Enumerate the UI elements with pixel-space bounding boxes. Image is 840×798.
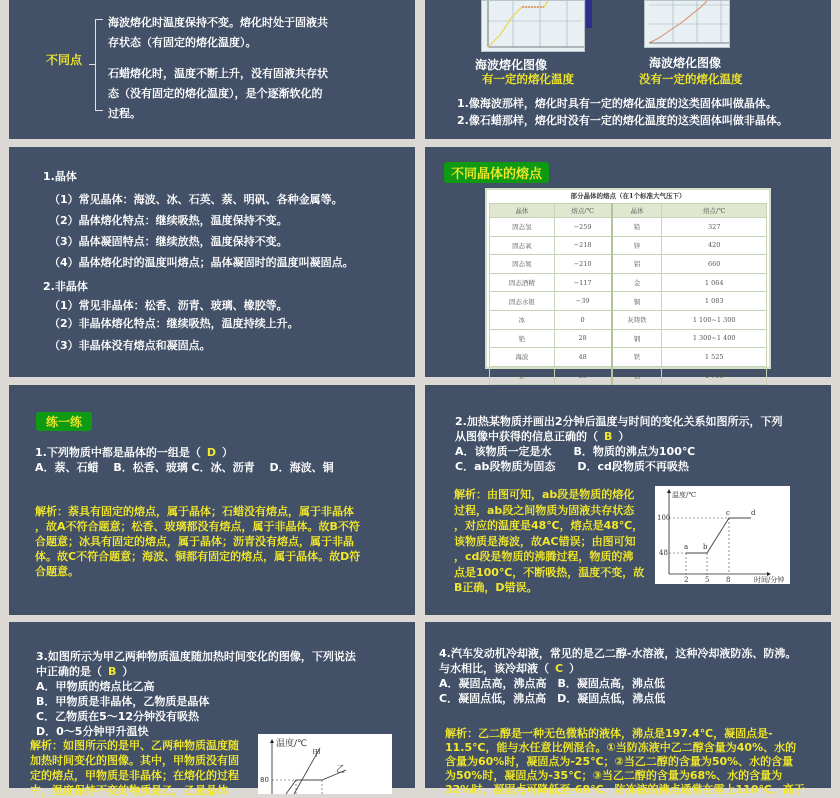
question-3-option: D．0～5分钟甲升温快 (36, 725, 149, 738)
analysis-line: ，故A不符合题意；松香、玻璃都没有熔点，属于非晶体。故B不符 (35, 520, 360, 533)
crystal-graph-caption: 海波熔化图像 (475, 58, 548, 72)
temperature-time-chart (655, 486, 790, 584)
x-axis-label: 时间/分钟 (754, 576, 785, 584)
y-axis-label: 温度/℃ (276, 739, 308, 749)
table-cell: 28 (554, 329, 611, 348)
question-text: 4.汽车发动机冷却液，常见的是乙二醇-水溶液，这种冷却液防冻、防沸。 (439, 647, 797, 660)
table-cell: 铯 (490, 329, 555, 348)
table-cell: 铅 (612, 218, 662, 237)
table-row (490, 255, 767, 274)
y-tick-80: 80 (260, 776, 269, 784)
question-text: 中正确的是（ (36, 665, 102, 678)
table-cell: 铁 (612, 348, 662, 367)
question-3-option: A．甲物质的熔点比乙高 (36, 680, 155, 693)
question-1 (35, 445, 334, 475)
table-cell: 1 525 (662, 348, 767, 367)
amorphous-graph-note: 没有一定的熔化温度 (639, 72, 743, 86)
amorphous-item: （3）非晶体没有熔点和凝固点。 (49, 339, 211, 352)
table-cell: 铝 (612, 255, 662, 274)
analysis-line: 11.5℃，能与水任意比例混合。①当防冻液中乙二醇含量为40%、水的 (445, 741, 797, 754)
table-cell: 钢 (612, 329, 662, 348)
table-cell: 铂 (612, 366, 662, 385)
analysis-line: 解析：萘具有固定的熔点，属于晶体；石蜡没有熔点，属于非晶体 (35, 505, 354, 518)
question-2 (455, 414, 782, 474)
column-header: 晶体 (490, 204, 555, 218)
table-cell: 1 083 (662, 292, 767, 311)
table-cell: 1 769 (662, 366, 767, 385)
question-1-options: A．萘、石蜡 B．松香、玻璃 C．冰、沥青 D．海波、铜 (35, 461, 334, 474)
table-cell: 固态水银 (490, 292, 555, 311)
amorphous-graph-svg (645, 1, 731, 49)
question-text: 3.如图所示为甲乙两种物质温度随加热时间变化的图像，下列说法 (36, 650, 356, 663)
table-cell: −218 (554, 236, 611, 255)
bracket-tick (89, 64, 96, 65)
analysis-1 (35, 504, 360, 579)
table-cell: 冰 (490, 310, 555, 329)
bracket (95, 19, 103, 111)
analysis-line: 过程，ab段之间物质为固液共存状态 (454, 503, 635, 517)
analysis-line: 定的熔点，甲物质是非晶体；在熔化的过程 (30, 769, 239, 782)
table-row (490, 329, 767, 348)
slide-exercise-3 (9, 622, 415, 797)
analysis-3 (30, 738, 239, 798)
question-4 (439, 646, 796, 706)
series-yi-label: 乙 (336, 765, 346, 775)
difference-line: 存状态（有固定的熔化温度）。 (108, 36, 257, 49)
table-row (490, 273, 767, 292)
amorphous-item: （1）常见非晶体：松香、沥青、玻璃、橡胶等。 (49, 299, 288, 312)
analysis-4 (445, 727, 805, 797)
table-row (490, 236, 767, 255)
analysis-line: 合题意。 (35, 565, 79, 578)
table-cell: 萘 (490, 366, 555, 385)
table-cell: 660 (662, 255, 767, 274)
slide-differences (9, 0, 415, 139)
difference-line: 石蜡熔化时，温度不断上升，没有固液共存状 (108, 67, 328, 80)
differences-label: 不同点 (46, 53, 83, 67)
slide-melting-points (425, 147, 831, 381)
table-cell: 固态氢 (490, 218, 555, 237)
question-2-options: C．ab段物质为固态 D．cd段物质不再吸热 (455, 460, 689, 473)
analysis-line: B正确，D错误。 (454, 581, 538, 594)
table-cell: 1 300~1 400 (662, 329, 767, 348)
x-tick-5: 5 (705, 576, 710, 584)
point-a: a (684, 543, 689, 551)
point-c: c (726, 509, 730, 517)
question-text: 1.下列物质中都是晶体的一组是（ (35, 446, 201, 459)
amorphous-items (49, 297, 299, 355)
amorphous-melting-graph (644, 0, 730, 48)
analysis-line: 中，温度保持不变的物质是乙，乙是晶体 (30, 784, 228, 797)
answer-letter: D (206, 446, 216, 459)
question-text: 从图像中获得的信息正确的（ (455, 430, 598, 443)
amorphous-graph-caption: 海波熔化图像 (649, 56, 722, 70)
temp-time-svg (655, 486, 790, 584)
table-cell: −117 (554, 273, 611, 292)
analysis-line: 32%时，凝固点可降低至-68℃，防冻液的沸点通常在零上110℃，高于 (445, 783, 805, 796)
series-jia-label: 甲 (312, 749, 322, 759)
question-paren: ） (122, 665, 134, 678)
analysis-2 (454, 487, 644, 596)
difference-line: 海波熔化时温度保持不变。熔化时处于固液共 (108, 16, 328, 29)
analysis-line: 点是100℃，不断吸热，温度不变，故 (454, 565, 645, 579)
answer-letter: B (108, 665, 117, 678)
table-row (490, 218, 767, 237)
question-4-options: C．凝固点低，沸点高 D．凝固点低，沸点低 (439, 692, 666, 705)
crystal-definition: 1.像海波那样，熔化时具有一定的熔化温度的这类固体叫做晶体。 (457, 97, 777, 110)
question-paren: ） (221, 446, 233, 459)
slide-exercise-1 (9, 385, 415, 615)
crystal-item: （2）晶体熔化特点：继续吸热，温度保持不变。 (49, 214, 288, 227)
crystal-graph-svg (482, 1, 586, 53)
amorphous-item: （2）非晶体熔化特点：继续吸热，温度持续上升。 (49, 317, 299, 330)
table-cell: 1 064 (662, 273, 767, 292)
analysis-line: 合题意；冰具有固定的熔点，属于晶体；沥青没有熔点，属于非晶 (35, 535, 354, 548)
table-row (490, 366, 767, 385)
column-header: 熔点/℃ (662, 204, 767, 218)
jia-yi-svg (258, 734, 392, 794)
question-4-line2 (439, 661, 796, 676)
melting-point-grid (489, 203, 767, 404)
table-cell: 灰铸铁 (612, 310, 662, 329)
table-cell: 铜 (612, 292, 662, 311)
jia-yi-chart (258, 734, 392, 794)
table-cell: 固态氧 (490, 236, 555, 255)
crystal-melting-graph (481, 0, 585, 52)
question-2-options: A．该物质一定是水 B．物质的沸点为100℃ (455, 445, 696, 458)
table-cell: 1 100~1 300 (662, 310, 767, 329)
crystal-item: （3）晶体凝固特点：继续放热，温度保持不变。 (49, 235, 288, 248)
table-row (490, 310, 767, 329)
melting-point-table (485, 188, 771, 381)
point-b: b (703, 543, 708, 551)
analysis-line: 加热时间变化的图像。其中，甲物质没有固 (30, 754, 239, 767)
difference-line: 过程。 (108, 107, 141, 120)
question-3-option: B．甲物质是非晶体，乙物质是晶体 (36, 695, 210, 708)
amorphous-heading: 2.非晶体 (43, 280, 88, 293)
question-4-options: A．凝固点高，沸点高 B．凝固点高，沸点低 (439, 677, 665, 690)
difference-line: 态（没有固定的熔化温度），是个逐渐软化的 (108, 87, 323, 100)
y-axis-label: 温度/℃ (672, 491, 697, 499)
question-3-line2 (36, 664, 356, 679)
melting-points-badge: 不同晶体的熔点 (444, 162, 549, 183)
analysis-line: 解析：乙二醇是一种无色微粘的液体，沸点是197.4℃，凝固点是- (445, 727, 773, 740)
question-2-line2 (455, 429, 782, 444)
table-cell: 420 (662, 236, 767, 255)
slide-crystal-summary (9, 147, 415, 377)
crystal-item: （4）晶体熔化时的温度叫熔点；晶体凝固时的温度叫凝固点。 (49, 256, 354, 269)
column-header: 晶体 (612, 204, 662, 218)
table-cell: 固态酒精 (490, 273, 555, 292)
definition-lines (457, 95, 788, 129)
slide-exercise-2 (425, 385, 831, 615)
table-cell: −39 (554, 292, 611, 311)
question-3 (36, 649, 356, 739)
question-text: 与水相比，该冷却液（ (439, 662, 549, 675)
question-text: 2.加热某物质并画出2分钟后温度与时间的变化关系如图所示，下列 (455, 415, 783, 428)
table-row (490, 348, 767, 367)
y-tick-100: 100 (657, 514, 671, 522)
analysis-line: ，cd段是物质的沸腾过程，物质的沸 (454, 550, 634, 563)
crystal-items (49, 189, 354, 273)
slide-melting-graphs (425, 0, 831, 139)
table-cell: 固态氮 (490, 255, 555, 274)
table-cell: −210 (554, 255, 611, 274)
question-paren: ） (569, 662, 581, 675)
x-tick-8: 8 (726, 576, 731, 584)
point-d: d (751, 509, 756, 517)
slide-exercise-4 (425, 622, 831, 796)
analysis-line: ，对应的温度是48℃，熔点是48℃， (454, 519, 644, 532)
x-tick-2: 2 (684, 576, 689, 584)
analysis-line: 解析：由图可知，ab段是物质的熔化 (454, 488, 635, 501)
question-paren: ） (618, 430, 630, 443)
y-tick-48: 48 (659, 549, 668, 557)
column-header: 熔点/℃ (554, 204, 611, 218)
crystal-graph-note: 有一定的熔化温度 (482, 72, 574, 86)
analysis-line: 为50%时，凝固点为-35℃；③当乙二醇的含量为68%、水的含量为 (445, 769, 783, 782)
table-header-row (490, 204, 767, 218)
analysis-line: 体。故C不符合题意；海波、铜都有固定的熔点，属于晶体。故D符 (35, 550, 361, 563)
question-3-option: C．乙物质在5～12分钟没有吸热 (36, 710, 200, 723)
crystal-item: （1）常见晶体：海波、冰、石英、萘、明矾、各种金属等。 (49, 193, 343, 206)
answer-letter: B (604, 430, 613, 443)
table-cell: 327 (662, 218, 767, 237)
difference-text (108, 13, 328, 124)
analysis-line: 含量为60%时，凝固点为-25℃；②当乙二醇的含量为50%、水的含量 (445, 755, 794, 768)
table-cell: 0 (554, 310, 611, 329)
table-caption: 部分晶体的熔点（在1个标准大气压下） (570, 192, 686, 200)
amorphous-definition: 2.像石蜡那样，熔化时没有一定的熔化温度的这类固体叫做非晶体。 (457, 114, 788, 127)
table-cell: 48 (554, 348, 611, 367)
crystal-heading: 1.晶体 (43, 170, 77, 183)
table-cell: 海波 (490, 348, 555, 367)
practice-badge: 练一练 (36, 412, 92, 431)
analysis-line: 解析：如图所示的是甲、乙两种物质温度随 (30, 739, 239, 752)
analysis-line: 该物质是海波，故AC错误；由图可知 (454, 534, 636, 548)
question-1-stem (35, 445, 334, 460)
answer-letter: C (555, 662, 564, 675)
table-row (490, 292, 767, 311)
table-cell: 80 (554, 366, 611, 385)
table-cell: 锌 (612, 236, 662, 255)
table-cell: 金 (612, 273, 662, 292)
scrollbar-strip (586, 0, 592, 28)
table-cell: −259 (554, 218, 611, 237)
